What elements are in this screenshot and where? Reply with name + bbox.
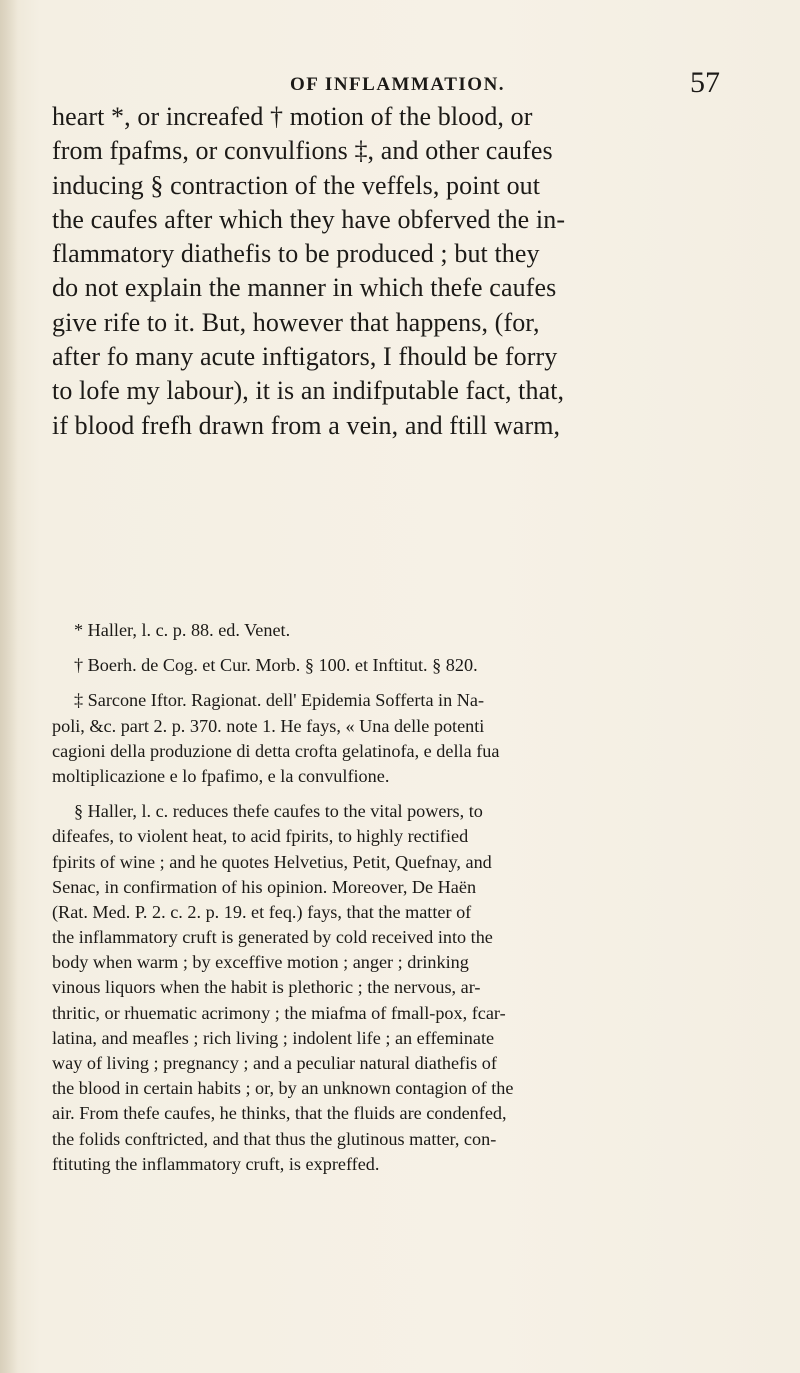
running-head — [60, 66, 720, 102]
footnote-sarcone — [52, 688, 742, 789]
footnote-line: ‡ Sarcone Iftor. Ragionat. dell' Epidemia Sofferta in Na- — [74, 690, 485, 711]
footnote-haller-causes — [52, 799, 742, 1177]
footnotes — [52, 618, 742, 1187]
footnote-line: vinous liquors when the habit is plethoric ; the nervous, ar- — [52, 977, 481, 998]
text-line: if blood frefh drawn from a vein, and ftill warm, — [52, 410, 561, 440]
text-line: after fo many acute inftigators, I fhould be forry — [52, 342, 558, 372]
footnote-line: air. From thefe caufes, he thinks, that the fluids are condenfed, — [52, 1103, 507, 1124]
footnote-line: fpirits of wine ; and he quotes Helvetius, Petit, Quefnay, and — [52, 851, 492, 872]
footnote-line: thritic, or rhuematic acrimony ; the miafma of fmall-pox, fcar- — [52, 1002, 506, 1023]
footnote-line: way of living ; pregnancy ; and a peculiar natural diathefis of — [52, 1053, 497, 1073]
text-line: to lofe my labour), it is an indifputable fact, that, — [52, 376, 565, 406]
text-line: give rife to it. But, however that happens, (for, — [52, 307, 540, 337]
footnote-line: § Haller, l. c. reduces thefe caufes to the vital powers, to — [74, 801, 483, 822]
footnote-line: difeafes, to violent heat, to acid fpirits, to highly rectified — [52, 826, 469, 847]
text-line: flammatory diathefis to be produced ; but they — [52, 239, 540, 269]
text-line: inducing § contraction of the veffels, point out — [52, 170, 541, 200]
page-number: 57 — [690, 66, 720, 99]
footnote-line: latina, and meafles ; rich living ; indolent life ; an effeminate — [52, 1027, 495, 1048]
footnote-line: Senac, in confirmation of his opinion. Moreover, De Haën — [52, 876, 477, 897]
text-line: heart *, or increafed † motion of the blood, or — [52, 102, 533, 131]
footnote-haller — [52, 618, 742, 643]
footnote-boerhaave — [52, 653, 742, 678]
running-title: OF INFLAMMATION. — [290, 74, 506, 95]
footnote-line: the folids conftricted, and that thus the glutinous matter, con- — [52, 1128, 497, 1149]
footnote-line: moltiplicazione e lo fpafimo, e la convulfione. — [52, 765, 390, 786]
footnote-line: the blood in certain habits ; or, by an unknown contagion of the — [52, 1078, 514, 1099]
main-text — [52, 100, 742, 443]
footnote-line: body when warm ; by exceffive motion ; anger ; drinking — [52, 952, 469, 973]
text-line: do not explain the manner in which thefe caufes — [52, 273, 557, 303]
footnote-line: poli, &c. part 2. p. 370. note 1. He fays, « Una delle potenti — [52, 715, 485, 736]
page-gutter-shadow — [0, 0, 18, 1373]
footnote-line: (Rat. Med. P. 2. c. 2. p. 19. et feq.) fays, that the matter of — [52, 901, 472, 922]
text-line: from fpafms, or convulfions ‡, and other caufes — [52, 136, 553, 166]
footnote-line: * Haller, l. c. p. 88. ed. Venet. — [74, 620, 291, 640]
footnote-line: † Boerh. de Cog. et Cur. Morb. § 100. et Inftitut. § 820. — [74, 655, 478, 676]
footnote-line: the inflammatory cruft is generated by cold received into the — [52, 927, 493, 948]
footnote-line: ftituting the inflammatory cruft, is expreffed. — [52, 1153, 380, 1174]
footnote-line: cagioni della produzione di detta crofta gelatinofa, e della fua — [52, 740, 500, 761]
text-line: the caufes after which they have obferved the in- — [52, 204, 566, 234]
